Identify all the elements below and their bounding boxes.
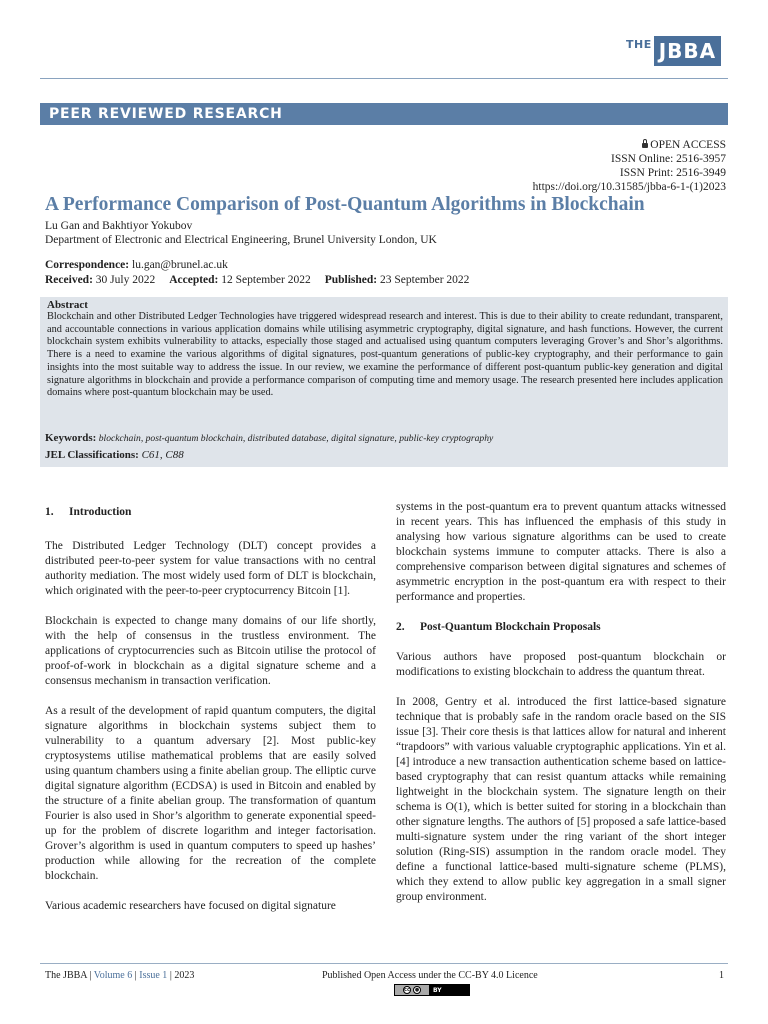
journal-logo	[626, 36, 721, 66]
article-dates	[45, 273, 469, 287]
footer-volume[interactable]: Volume 6	[93, 970, 133, 981]
open-access	[533, 138, 726, 152]
page-number: 1	[719, 970, 724, 981]
banner-label: PEER REVIEWED RESEARCH	[49, 106, 283, 122]
accepted-date: 12 September 2022	[218, 274, 311, 286]
correspondence-email[interactable]: lu.gan@brunel.ac.uk	[129, 259, 228, 271]
separator: |	[169, 970, 172, 981]
person-icon: ●	[414, 987, 420, 993]
cc-icon-group	[395, 985, 429, 995]
abstract-box	[40, 297, 728, 467]
logo-the: THE	[626, 38, 652, 51]
abstract-heading: Abstract	[47, 299, 88, 311]
affiliation: Department of Electronic and Electrical Engineering, Brunel University London, UK	[45, 234, 437, 246]
cc-by-badge[interactable]	[394, 984, 470, 996]
footer-citation	[45, 970, 194, 982]
accepted-label: Accepted:	[169, 274, 219, 286]
cc-icon: cc	[404, 987, 410, 993]
paragraph: Various authors have proposed post-quantum blockchain or modifications to existing blockchain to address the quantum threat.	[396, 651, 726, 678]
footer-journal: The JBBA	[45, 970, 87, 981]
footer-year: 2023	[174, 970, 195, 981]
keywords-label: Keywords:	[45, 432, 97, 444]
received-date: 30 July 2022	[92, 274, 156, 286]
paragraph: Blockchain is expected to change many domains of our life shortly, with the help of consensus in the trustless environment. The applications of cryptocurrencies such as Bitcoin utilise the protocol of proof-of-work in blockchain as a digital signature scheme and a consensus mechanism in transaction verification.	[45, 615, 376, 687]
section-heading-proposals	[396, 620, 726, 635]
authors: Lu Gan and Bakhtiyor Yokubov	[45, 220, 193, 232]
paragraph: In 2008, Gentry et al. introduced the first lattice-based signature technique that is probably safe in the random oracle based on the SIS issue [3]. Their core thesis is that lattices allow for natural and inherent “trapdoors” with various valuable cryptographic applications. Yin et al. [4] introduce a new transaction authentication scheme based on lattice-based cryptography that can resist quantum attacks while remaining lightweight in the blockchain system. The signature length on their schema is O(1), which is better suited for storing in a blockchain than other signature lengths. The authors of [5] proposed a safe lattice-based multi-signature system under the ring variant of the short integer solution (Ring-SIS) assumption in the random oracle model. They define a functional lattice-based multi-signature scheme (PLMS), which they extend to allow public key aggregation in a small signer group environment.	[396, 696, 726, 903]
abstract-text: Blockchain and other Distributed Ledger Technologies have triggered widespread research and interest. This is due to their ability to create redundant, transparent, and accountable connections in various application domains while utilising asymmetric cryptography, digital signature, and hash functions. However, the current blockchain system exhibits vulnerability to attacks, especially those staged and actualised using quantum computers leveraging Grover’s and Shor’s algorithms. There is a need to examine the various algorithms of digital signatures, post-quantum generations of public-key cryptography, and their performance to gain insights into the most suitable way to address the issue. In our review, we examine the performance of different post-quantum public-key generation and digital signature algorithms in blockchain and provide a performance comparison of computing time and memory usage. The research presented here includes application domains where post-quantum blockchain may be used.	[47, 311, 723, 399]
received-label: Received:	[45, 274, 93, 286]
article-title: A Performance Comparison of Post-Quantum Algorithms in Blockchain	[45, 194, 645, 215]
logo-name: JBBA	[654, 36, 721, 66]
section-heading-introduction	[45, 505, 376, 520]
footer-issue[interactable]: Issue 1	[139, 970, 168, 981]
paragraph: systems in the post-quantum era to prevent quantum attacks witnessed in recent years. This has influenced the emphasis of this study in analysing how various signature algorithms can be used to create blockchain systems immune to computer attacks. There is also a comprehensive comparison between digital signatures and schemes of asymmetric encryption in the post-quantum era with respect to their performance and properties.	[396, 501, 726, 603]
correspondence	[45, 258, 228, 272]
correspondence-label: Correspondence:	[45, 259, 130, 271]
keywords-value: blockchain, post-quantum blockchain, distributed database, digital signature, public-key cryptography	[96, 433, 494, 444]
section-banner	[40, 103, 728, 125]
header-divider	[40, 78, 728, 79]
section-title: Post-Quantum Blockchain Proposals	[420, 621, 601, 633]
right-column	[396, 500, 726, 905]
paragraph: The Distributed Ledger Technology (DLT) concept provides a distributed peer-to-peer system for value transactions with no central authority mediation. The most widely used form of DLT is blockchain, which originated with the peer-to-peer cryptocurrency Bitcoin [1].	[45, 540, 376, 597]
footer-licence: Published Open Access under the CC-BY 4.0 Licence	[322, 970, 538, 981]
paragraph: As a result of the development of rapid quantum computers, the digital signature algorithms in blockchain systems subject them to vulnerability to a quantum adversary [2]. Most public-key cryptosystems utilise mathematical problems that are easily solved using quantum chambers using a finite abelian group. The elliptic curve digital signature algorithm (ECDSA) is used in Bitcoin and enabled by the structure of a finite abelian group. The transformation of quantum Fourier is also used in Shor’s algorithm to generate exponential speed-up for the problem of discrete logarithm and integer factorisation. Grover’s algorithm is used in quantum computers to speed up hashes’ production while allowing for the recreation of the complete blockchain.	[45, 705, 376, 882]
separator: |	[134, 970, 137, 981]
lock-icon	[642, 143, 648, 148]
published-date: 23 September 2022	[377, 274, 470, 286]
jel-value: C61, C88	[138, 449, 184, 461]
cc-by-label: BY	[433, 986, 442, 994]
left-column	[45, 505, 376, 914]
issn-print: ISSN Print: 2516-3949	[619, 167, 726, 179]
jel-label: JEL Classifications:	[45, 449, 139, 461]
footer-divider	[40, 963, 728, 964]
section-number: 2.	[396, 621, 405, 633]
issn-online: ISSN Online: 2516-3957	[611, 153, 726, 165]
paragraph: Various academic researchers have focused on digital signature	[45, 900, 336, 912]
doi-link[interactable]: https://doi.org/10.31585/jbba-6-1-(1)2023	[532, 181, 726, 193]
separator: |	[89, 970, 92, 981]
open-access-label: OPEN ACCESS	[650, 139, 726, 151]
section-title: Introduction	[69, 506, 132, 518]
publication-meta	[533, 138, 726, 194]
keywords	[45, 432, 493, 445]
section-number: 1.	[45, 506, 54, 518]
published-label: Published:	[324, 274, 378, 286]
jel-classifications	[45, 449, 184, 462]
